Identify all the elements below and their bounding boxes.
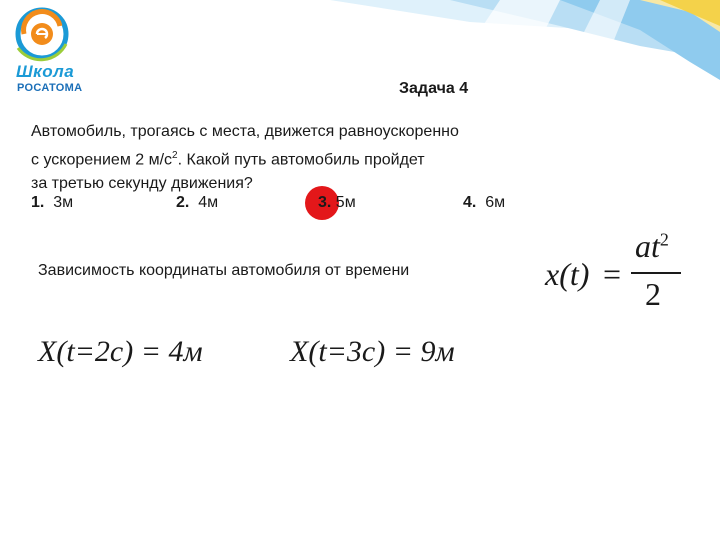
formula-denominator: 2 — [645, 276, 661, 312]
position-formula — [545, 228, 685, 316]
result-t2: X(t=2с) = 4м — [38, 335, 203, 368]
logo-text-rosatom: РОСАТОМА — [17, 82, 83, 94]
task-title: Задача 4 — [399, 80, 469, 97]
answer-number: 2. — [176, 194, 190, 211]
answer-number: 1. — [31, 194, 45, 211]
answer-option-4[interactable] — [463, 191, 505, 215]
answer-option-2[interactable] — [176, 191, 218, 215]
problem-line-2 — [31, 144, 459, 172]
answer-option-3[interactable] — [318, 191, 356, 215]
dependence-caption: Зависимость координаты автомобиля от времени — [38, 262, 410, 279]
problem-line-3: за третью секунду движения? — [31, 175, 253, 193]
answer-value: 6м — [485, 194, 506, 211]
problem-line-1: Автомобиль, трогаясь с места, движется равноускоренно — [31, 123, 459, 140]
formula-numerator — [635, 228, 669, 265]
answer-number: 4. — [463, 194, 477, 211]
logo-text-school: Школа — [16, 62, 75, 81]
problem-text — [31, 120, 459, 196]
squared-superscript: 2 — [172, 150, 178, 161]
answer-value: 4м — [198, 194, 219, 211]
result-t3: X(t=3с) = 9м — [290, 335, 455, 368]
header-decoration — [0, 0, 720, 100]
answer-value: 5м — [335, 194, 356, 211]
problem-line-2-start: с ускорением 2 м/с — [31, 151, 173, 169]
formula-exponent: 2 — [659, 229, 669, 250]
problem-line-2-end: . Какой путь автомобиль пройдет — [177, 151, 425, 169]
answer-option-1[interactable] — [31, 191, 73, 215]
formula-numerator-base: at — [635, 228, 660, 264]
formula-lhs: x(t) — [545, 256, 590, 292]
fraction-bar — [631, 272, 681, 274]
answer-number: 3. — [318, 194, 332, 211]
answer-value: 3м — [53, 194, 74, 211]
formula-equals: = — [603, 256, 622, 292]
